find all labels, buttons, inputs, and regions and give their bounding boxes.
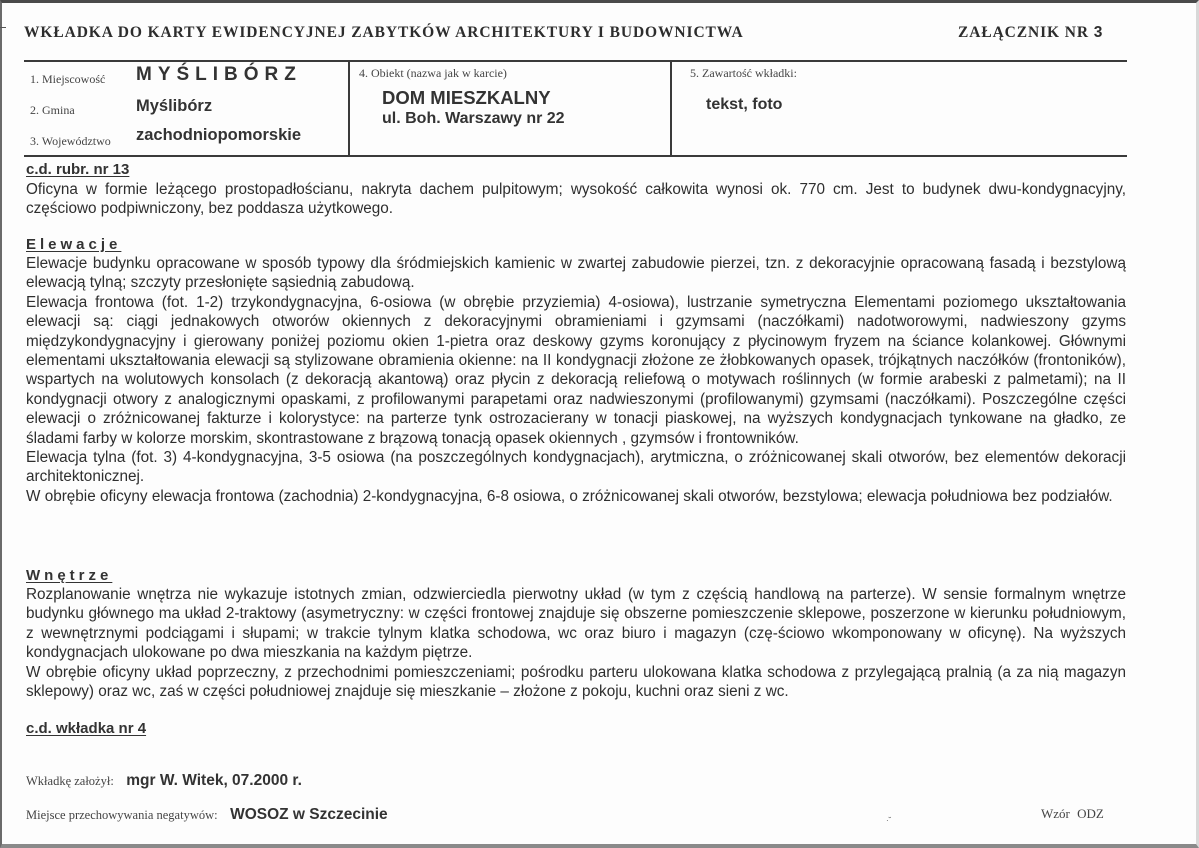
created-by-value: mgr W. Witek, 07.2000 r. [126, 772, 302, 789]
negatives-location-row [26, 806, 388, 824]
continuation-heading: c.d. rubr. nr 13 [26, 161, 130, 178]
elevations-text [26, 254, 1126, 506]
table-top-border [24, 60, 1127, 62]
contents-label: 5. Zawartość wkładki: [690, 66, 797, 80]
annex-label [958, 24, 1103, 42]
created-by-row [26, 772, 302, 790]
object-label: 4. Obiekt (nazwa jak w karcie) [359, 66, 507, 80]
edge-mark [0, 27, 6, 28]
voivodeship-value: zachodniopomorskie [136, 126, 302, 144]
column-divider-1 [348, 61, 350, 156]
voivodeship-label: 3. Województwo [30, 134, 111, 148]
paragraph: W obrębie oficyny elewacja frontowa (zachodnia) 2-kondygnacyjna, 6-8 osiowa, o zróżnicowanej skali otworów, bezstylowa; elewacja południowa bez podziałów. [26, 487, 1113, 505]
scan-speck: ·˘ [886, 816, 892, 825]
next-insert-link: c.d. wkładka nr 4 [26, 720, 147, 737]
paragraph: Elewacje budynku opracowane w sposób typowy dla śródmiejskich kamienic w zwartej zabudowie pierzei, tzn. z dekoracyjnie opracowaną fasadą i bezstylową elewacją tylną; szczyty przesłonięte sąsiednią zabudową. [26, 255, 1126, 292]
interior-text [26, 585, 1126, 701]
contents-value: tekst, foto [706, 96, 783, 113]
commune-value: Myślibórz [136, 97, 213, 115]
continuation-text [26, 180, 1126, 219]
created-by-label: Wkładkę założył: [26, 774, 114, 788]
negatives-location-label: Miejsce przechowywania negatywów: [26, 808, 218, 822]
annex-number: 3 [1093, 24, 1104, 41]
paragraph: Elewacja frontowa (fot. 1-2) trzykondygnacyjna, 6-osiowa (w obrębie przyziemia) 4-osiowa), lustrzanie symetryczna Elementami poziomego ukształtowania elewacji są: ciągi jednakowych otworów okiennych z dekoracyjnymi obramieniami i gzymsami (naczółkami) nadotworowymi, nadwieszony gzyms międzykondygnacyjny i gierowany poniżej poziomu okien 1-pietra oraz deskowy gzyms koronujący z płycinowym fryzem na ściance kolankowej. Głównymi elementami ukształtowania elewacji są stylizowane obramienia okienne: na II kondygnacji złożone ze żłobkowanych opasek, trójkątnych naczółków (frontoników), wspartych na wolutowych konsolach (z dekoracją akantową) oraz płycin z dekoracją reliefową o motywach roślinnych (w formie arabeski z palmetami); na II kondygnacji otwory z analogicznymi opaskami, z profilowanymi parapetami oraz nadwieszonymi (profilowanymi) gzymsami (naczółkami). Poszczególne części elewacji o zróżnicowanej fakturze i kolorystyce: na parterze tynk ostrozacierany w tonacji piaskowej, na wyższych kondygnacjach tynkowane na gładko, ze śladami farby w kolorze morskim, skontrastowane z brązową tonacją opasek okiennych , gzymsów i frontowników. [26, 293, 1126, 447]
elevations-heading: Elewacje [26, 236, 122, 253]
negatives-location-value: WOSOZ w Szczecinie [230, 806, 388, 823]
paragraph: Oficyna w formie leżącego prostopadłościanu, nakryta dachem pulpitowym; wysokość całkowita wynosi ok. 770 cm. Jest to budynek dwu-kondygnacyjny, częściowo podpiwniczony, bez poddasza użytkowego. [26, 181, 1126, 218]
column-divider-2 [670, 61, 672, 156]
document-title: WKŁADKA DO KARTY EWIDENCYJNEJ ZABYTKÓW ARCHITEKTURY I BUDOWNICTWA [24, 24, 744, 41]
object-name: DOM MIESZKALNY [382, 87, 551, 108]
commune-label: 2. Gmina [30, 103, 75, 117]
paragraph: W obrębie oficyny układ poprzeczny, z przechodnimi pomieszczeniami; pośrodku parteru ulokowana klatka schodowa z przylegającą pralnią (a za nią magazyn sklepowy) oraz wc, zaś w części południowej znajduje się mieszkanie – złożone z pokoju, kuchni oraz sieni z wc. [26, 663, 1126, 701]
table-bottom-border [24, 155, 1127, 157]
locality-label: 1. Miejscowość [30, 72, 106, 86]
annex-label-text: ZAŁĄCZNIK NR [958, 24, 1089, 41]
template-label: Wzór ODZ [1041, 806, 1104, 821]
paragraph: Elewacja tylna (fot. 3) 4-kondygnacyjna, 3-5 osiowa (na poszczególnych kondygnacjach), arytmiczna, o zróżnicowanej skali otworów, bez elementów dekoracji architektonicznej. [26, 449, 1126, 486]
paragraph: Rozplanowanie wnętrza nie wykazuje istotnych zmian, odzwierciedla pierwotny układ (w tym z częścią handlową na parterze). W sensie formalnym wnętrze budynku głównego ma układ 2-traktowy (asymetryczny: w części frontowej znajduje się obszerne pomieszczenie sklepowe, poszerzone w kierunku południowym, z wewnętrznymi podciągami i słupami; w trakcie tylnym klatka schodowa, wc oraz biuro i magazyn (czę-ściowo wkomponowany w oficynę). Na wyższych kondygnacjach ulokowane po dwa mieszkania na każdym piętrze. [26, 586, 1126, 662]
interior-heading: Wnętrze [26, 567, 113, 584]
locality-value: MYŚLIBÓRZ [136, 64, 302, 85]
object-address: ul. Boh. Warszawy nr 22 [382, 110, 565, 127]
